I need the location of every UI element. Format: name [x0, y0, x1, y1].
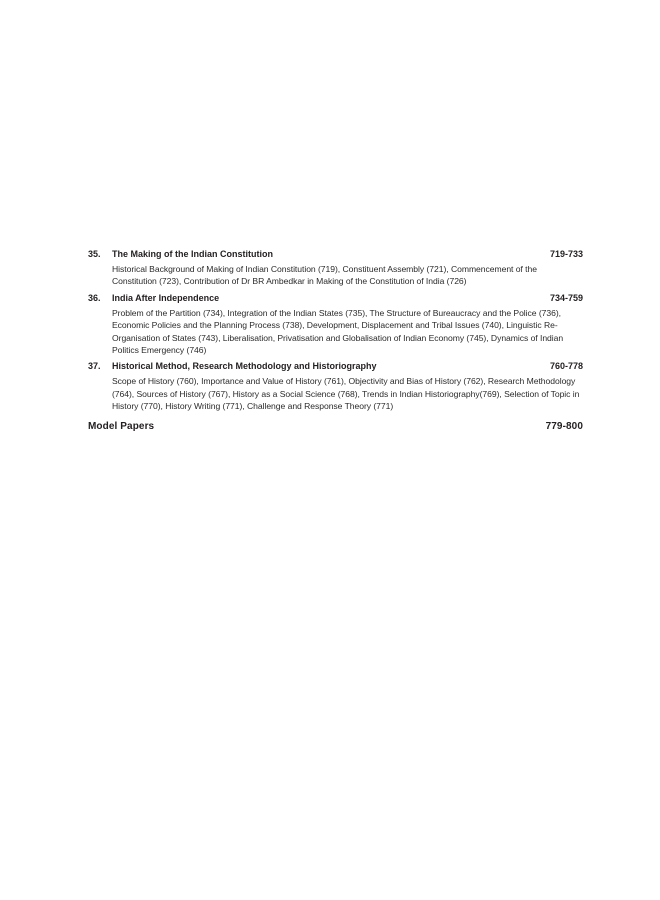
- toc-entry-36: [88, 293, 583, 357]
- chapter-number: 35.: [88, 249, 101, 259]
- chapter-title: India After Independence: [112, 292, 220, 303]
- chapter-topics: Scope of History (760), Importance and Value of History (761), Objectivity and Bias of History (762), Research Methodology (764), Sources of History (767), History as a Social Science (768), Trends in Indian Historiography(769), Selection of Topic in History (770), History Writing (771), Challenge and Response Theory (771): [112, 376, 580, 412]
- chapter-pages: 734-759: [549, 292, 583, 303]
- chapter-title: Historical Method, Research Methodology and Historiography: [112, 361, 377, 372]
- model-papers-label: Model Papers: [88, 420, 155, 432]
- chapter-number: 36.: [88, 292, 101, 303]
- model-papers-entry: [88, 421, 583, 432]
- chapter-pages: 719-733: [549, 249, 583, 259]
- table-of-contents: [88, 249, 583, 432]
- toc-entry-35: [88, 249, 583, 288]
- chapter-number: 37.: [88, 361, 101, 372]
- chapter-pages: 760-778: [549, 361, 583, 372]
- model-papers-pages: 779-800: [545, 420, 583, 432]
- chapter-topics: Problem of the Partition (734), Integration of the Indian States (735), The Structure of Bureaucracy and the Police (736), Economic Policies and the Planning Process (738), Development, Displacement and Tribal Issues (740), Linguistic Re-Organisation of States (743), Liberalisation, Privatisation and Globalisation of Indian Economy (745), Dynamics of Indian Politics Emergency (746): [112, 307, 564, 356]
- chapter-topics: Historical Background of Making of Indian Constitution (719), Constituent Assembly (721), Commencement of the Constitution (723), Contribution of Dr BR Ambedkar in Making of the Constitution of India (726): [112, 264, 537, 287]
- toc-entry-37: [88, 361, 583, 412]
- chapter-title: The Making of the Indian Constitution: [112, 249, 273, 259]
